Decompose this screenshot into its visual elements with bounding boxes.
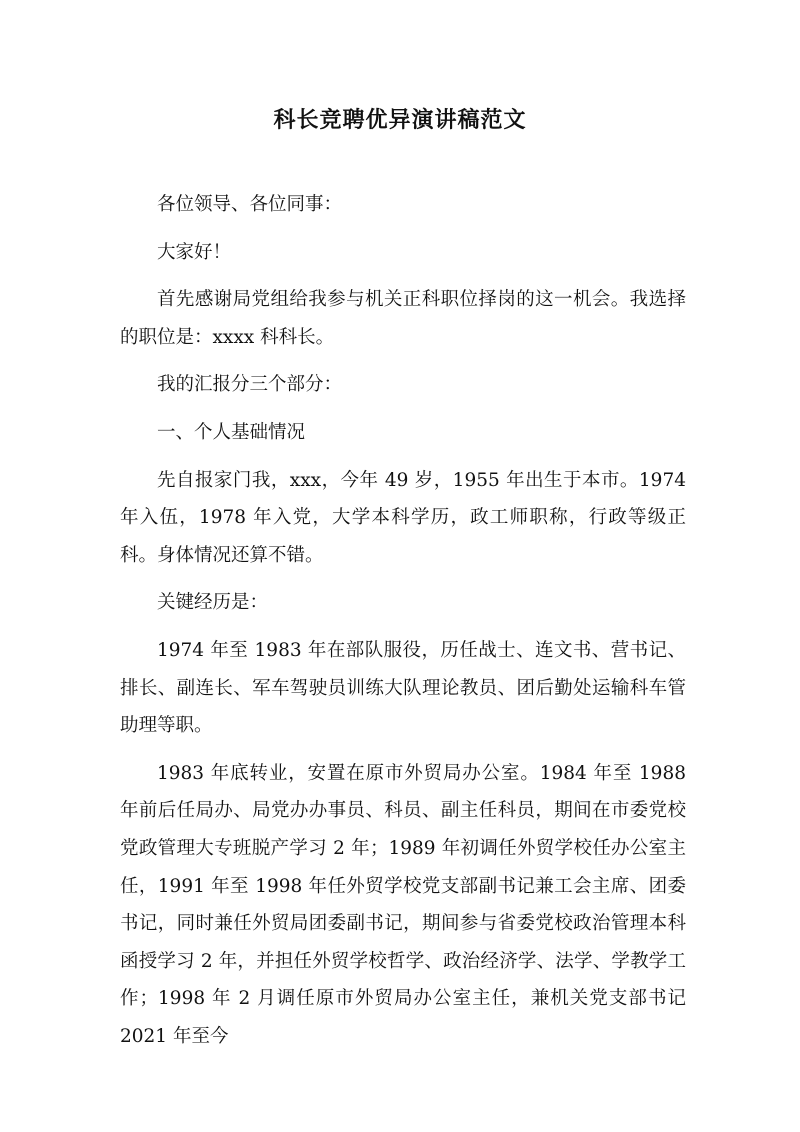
paragraph-personal-info: 先自报家门我，xxx，今年 49 岁，1955 年出生于本市。1974 年入伍，1978 年入党，大学本科学历，政工师职称，行政等级正科。身体情况还算不错。 [120, 469, 686, 566]
document-title: 科长竞聘优异演讲稿范文 [273, 107, 527, 133]
section-heading-personal: 一、个人基础情况 [157, 421, 306, 443]
paragraph-salutation: 各位领导、各位同事： [157, 194, 343, 215]
paragraph-outline: 我的汇报分三个部分： [157, 374, 343, 396]
paragraph-military-service: 1974 年至 1983 年在部队服役，历任战士、连文书、营书记、排长、副连长、军车驾驶员训练大队理论教员、团后勤处运输科车管助理等职。 [120, 639, 686, 737]
document-body [120, 186, 686, 1065]
paragraph-greeting: 大家好！ [157, 241, 232, 263]
paragraph-intro: 首先感谢局党组给我参与机关正科职位择岗的这一机会。我选择的职位是：xxxx 科科长。 [120, 289, 686, 348]
paragraph-career-history: 1983 年底转业，安置在原市外贸局办公室。1984 年至 1988 年前后任局办、局党办办事员、科员、副主任科员，期间在市委党校党政管理大专班脱产学习 2 年；1989 年初调任外贸学校任办公室主任，1991 年至 1998 年任外贸学校党支部副书记兼工会主席、团委书记，同时兼任外贸局团委副书记，期间参与省委党校政治管理本科函授学习 2 年，并担任外贸学校哲学、政治经济学、法学、学教学工作；1998 年 2 月调任原市外贸局办公室主任，兼机关党支部书记 2021 年至今 [120, 762, 686, 1047]
paragraph-key-experience-label: 关键经历是： [157, 592, 269, 614]
